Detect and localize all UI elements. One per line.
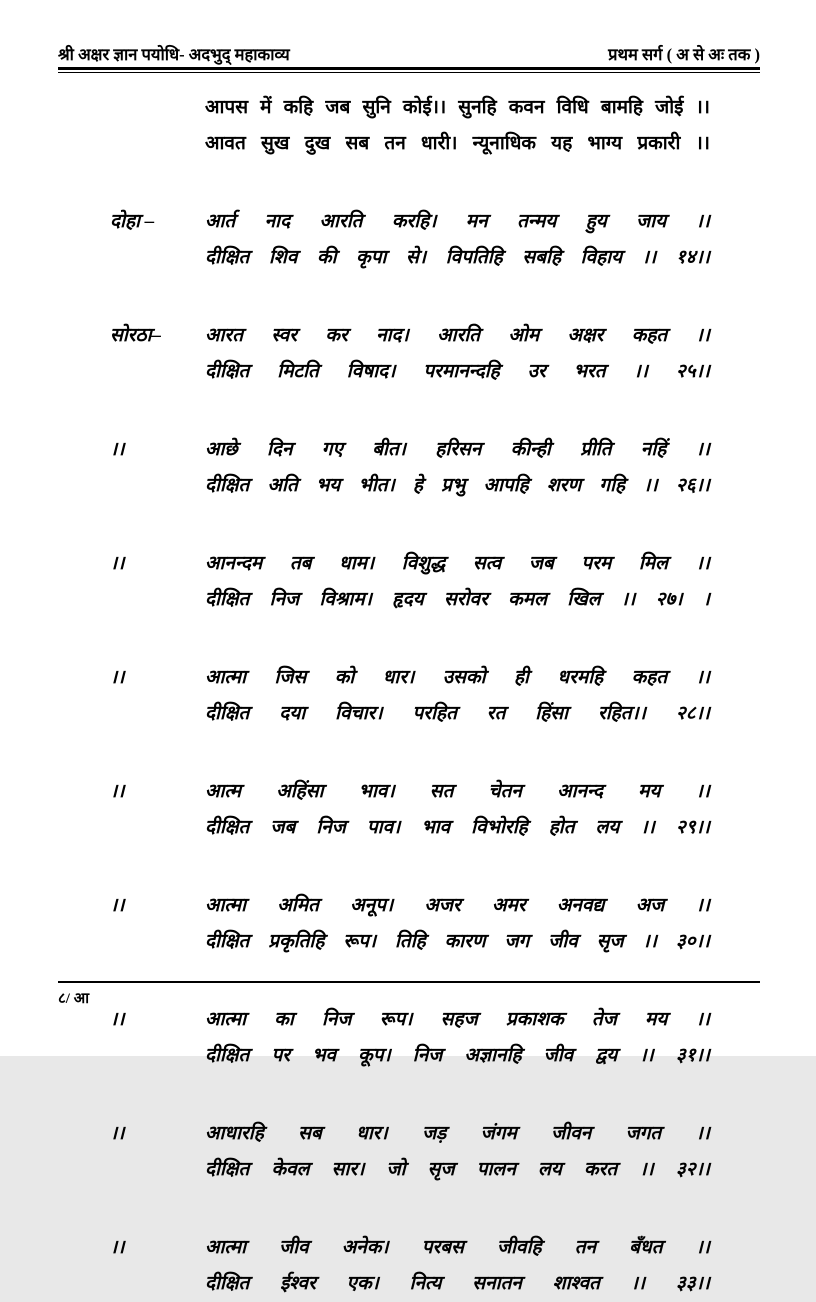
verse-group-29 [58,774,760,846]
verse-line: आत्मा जिस को धार। उसको ही धरमहि कहत ।। [205,667,710,688]
verse-label-danda: ।। [110,667,125,688]
verse-label-danda: ।। [110,439,125,460]
verse-line: दीक्षित प्रकृतिहि रूप। तिहि कारण जग जीव सृज ।। ३०।। [205,931,710,952]
verse-line: दीक्षित मिटति विषाद। परमानन्दहि उर भरत ।। २५।। [205,361,710,382]
opening-line-2: आवत सुख दुख सब तन धारी। न्यूनाधिक यह भाग्य प्रकारी ।। [205,133,710,154]
verse-label-doha: दोहा – [110,211,155,232]
verse-line: दीक्षित निज विश्राम। हृदय सरोवर कमल खिल ।। २७। । [205,589,710,610]
verse-group-30 [58,888,760,960]
header-chapter-title: प्रथम सर्ग ( अ से अः तक ) [608,45,760,64]
page-footer [58,981,760,1009]
verse-line: दीक्षित अति भय भीत। हे प्रभु आपहि शरण गहि ।। २६।। [205,475,710,496]
verse-line: आत्मा जीव अनेक। परबस जीवहि तन बँधत ।। [205,1237,710,1258]
verse-group-14 [58,204,760,276]
header-rule [58,67,760,73]
verse-label-sortha: सोरठा– [110,325,161,346]
verse-label-danda: ।। [110,1237,125,1258]
opening-couplet [205,90,710,162]
verse-group-27 [58,546,760,618]
verse-line: दीक्षित जब निज पाव। भाव विभोरहि होत लय ।। २९।। [205,817,710,838]
verse-label-danda: ।। [110,553,125,574]
page-header [58,44,760,66]
verse-line: आछे दिन गए बीत। हरिसन कीन्ही प्रीति नहिं ।। [205,439,710,460]
verse-group-32 [58,1116,760,1188]
verse-label-danda: ।। [110,1009,125,1030]
verse-line: आनन्दम तब धाम। विशुद्ध सत्व जब परम मिल ।। [205,553,710,574]
footer-rule [58,981,760,983]
verse-line: आत्मा अमित अनूप। अजर अमर अनवद्य अज ।। [205,895,710,916]
verse-label-danda: ।। [110,895,125,916]
verse-line: दीक्षित शिव की कृपा से। विपतिहि सबहि विहाय ।। १४।। [205,247,710,268]
verse-line: आत्म अहिंसा भाव। सत चेतन आनन्द मय ।। [205,781,710,802]
verse-line: आधारहि सब धार। जड़ जंगम जीवन जगत ।। [205,1123,710,1144]
verse-line: आर्त नाद आरति करहि। मन तन्मय हुय जाय ।। [205,211,710,232]
verse-group-28 [58,660,760,732]
verse-group-26 [58,432,760,504]
verse-line: दीक्षित पर भव कूप। निज अज्ञानहि जीव द्वय ।। ३१।। [205,1045,710,1066]
verse-group-33 [58,1230,760,1302]
verse-content [58,90,760,1302]
verse-line: दीक्षित केवल सार। जो सृज पालन लय करत ।। ३२।। [205,1159,710,1180]
page-number: ८/ आ [58,991,90,1007]
verse-group-25 [58,318,760,390]
verse-line: आरत स्वर कर नाद। आरति ओम अक्षर कहत ।। [205,325,710,346]
verse-line: दीक्षित ईश्वर एक। नित्य सनातन शाश्वत ।। ३३।। [205,1273,710,1294]
verse-line: दीक्षित दया विचार। परहित रत हिंसा रहित।। २८।। [205,703,710,724]
opening-line-1: आपस में कहि जब सुनि कोई।। सुनहि कवन विधि बामहि जोई ।। [205,97,710,118]
verse-label-danda: ।। [110,781,125,802]
verse-line: आत्मा का निज रूप। सहज प्रकाशक तेज मय ।। [205,1009,710,1030]
verse-group-31 [58,1002,760,1074]
header-book-title: श्री अक्षर ज्ञान पयोधि- अदभुद् महाकाव्य [58,45,290,64]
verse-label-danda: ।। [110,1123,125,1144]
